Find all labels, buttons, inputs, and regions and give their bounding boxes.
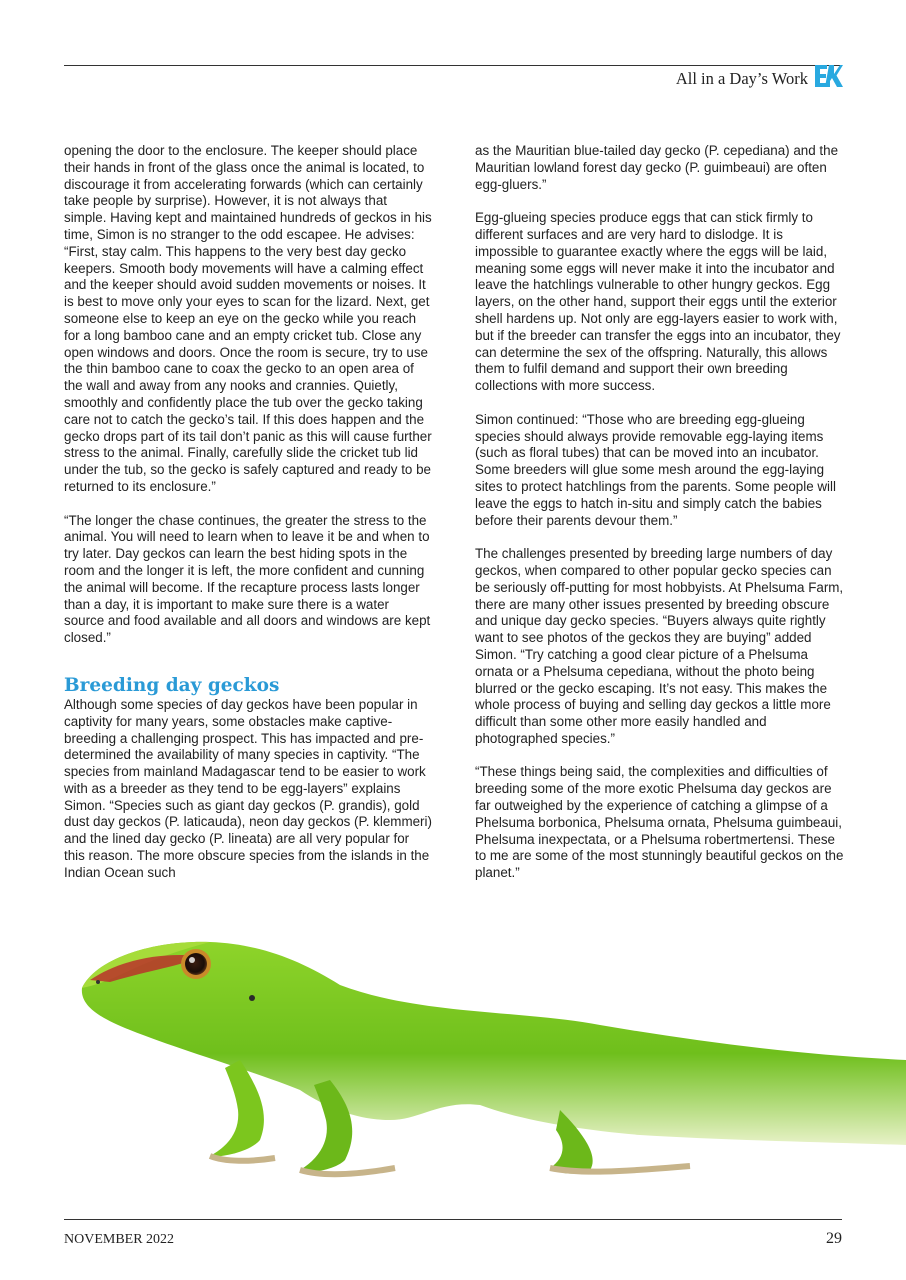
article-paragraph: Egg-glueing species produce eggs that can stick firmly to different surfaces and are very hard to dislodge. It is impossible to guarantee exactly where the eggs will be laid, meaning some eggs will never make it into the incubator and leave the hatchlings vulnerable to other hungry geckos. Egg layers, on the other hand, support their eggs until the exterior shell hardens up. Not only are egg-layers easier to work with, but if the breeder can transfer the eggs into an incubator, they can determine the sex of the offspring. Naturally, this allows them to fulfil demand and support their own breeding collections with more success. xyxy=(475,210,841,394)
article-column-left xyxy=(64,143,432,882)
footer-rule xyxy=(64,1219,842,1220)
issue-date: NOVEMBER 2022 xyxy=(64,1232,175,1247)
page-number: 29 xyxy=(826,1230,842,1247)
logo-letters xyxy=(815,65,843,87)
section-title: All in a Day’s Work xyxy=(675,69,808,88)
article-paragraph: opening the door to the enclosure. The keeper should place their hands in front of the glass once the animal is located, to discourage it from accelerating forwards (which can certainly take people by surprise). However, it is not always that simple. Having kept and maintained hundreds of geckos in his time, Simon is no stranger to the odd escapee. He advises: “First, stay calm. This happens to the very best day gecko keepers. Smooth body movements will have a calming effect and the keeper should avoid sudden movements or noises. It is best to move only your eyes to scan for the lizard. Next, get someone else to keep an eye on the gecko while you reach for a long bamboo cane and an empty cricket tub. Close any open windows and doors. Once the room is secure, try to use the thin bamboo cane to coax the gecko to an open area of the wall and away from any nooks and crannies. Quietly, smoothly and confidently place the tub over the gecko taking care not to catch the gecko’s tail. If this does happen and the gecko drops part of its tail don’t panic as this will cause further stress to the animal. Finally, carefully slide the cricket tub lid under the tub, so the gecko is safely captured and ready to be returned to its enclosure.” xyxy=(64,143,432,494)
article-paragraph: as the Mauritian blue-tailed day gecko (P. cepediana) and the Mauritian lowland forest day gecko (P. guimbeaui) are often egg-gluers.” xyxy=(475,143,839,192)
article-paragraph: Although some species of day geckos have been popular in captivity for many years, some obstacles make captive-breeding a challenging prospect. This has impacted and pre-determined the availability of many species in captivity. “The species from mainland Madagascar tend to be easier to work with as a breeder as they tend to be egg-layers” explains Simon. “Species such as giant day geckos (P. grandis), gold dust day geckos (P. laticauda), neon day geckos (P. klemmeri) and the lined day gecko (P. lineata) are all very popular for this reason. The more obscure species from the islands in the Indian Ocean such xyxy=(64,696,432,880)
section-heading: Breeding day geckos xyxy=(64,674,280,696)
ek-logo xyxy=(815,65,843,87)
gecko-ear xyxy=(249,995,255,1001)
gecko-nostril xyxy=(96,980,100,984)
article-paragraph: The challenges presented by breeding large numbers of day geckos, when compared to other popular gecko species can be seriously off-putting for most hobbyists. At Phelsuma Farm, there are many other issues presented by breeding obscure and unique day gecko species. “Buyers always quite rightly want to see photos of the geckos they are buying” added Simon. “Try catching a good clear picture of a Phelsuma ornata or a Phelsuma cepediana, without the photo being blurred or the gecko escaping. It’s not easy. This makes the whole process of buying and selling day geckos a little more difficult than some other more easily handled and photographed species.” xyxy=(475,546,844,746)
header-rule xyxy=(64,65,842,66)
article-paragraph: “These things being said, the complexities and difficulties of breeding some of the more exotic Phelsuma day geckos are far outweighed by the experience of catching a glimpse of a Phelsuma borbonica, Phelsuma ornata, Phelsuma guimbeaui, Phelsuma inexpectata, or a Phelsuma robertmertensi. These to me are some of the most stunningly beautiful geckos on the planet.” xyxy=(475,764,844,881)
article-paragraph: Simon continued: “Those who are breeding egg-glueing species should always provide removable egg-laying items (such as floral tubes) that can be moved into an incubator. Some breeders will glue some mesh around the egg-laying sites to protect hatchlings from the parents. Some people will leave the eggs to hatch in-situ and simply catch the babies before their parents devour them.” xyxy=(475,411,836,528)
gecko-photo xyxy=(0,930,906,1180)
article-column-right xyxy=(475,143,845,882)
article-paragraph: “The longer the chase continues, the greater the stress to the animal. You will need to learn when to leave it be and when to try later. Day geckos can learn the best hiding spots in the room and the longer it is left, the more confident and cunning the animal will become. If the recapture process lasts longer than a day, it is important to make sure there is a water source and food available and all doors and windows are kept closed.” xyxy=(64,512,431,646)
